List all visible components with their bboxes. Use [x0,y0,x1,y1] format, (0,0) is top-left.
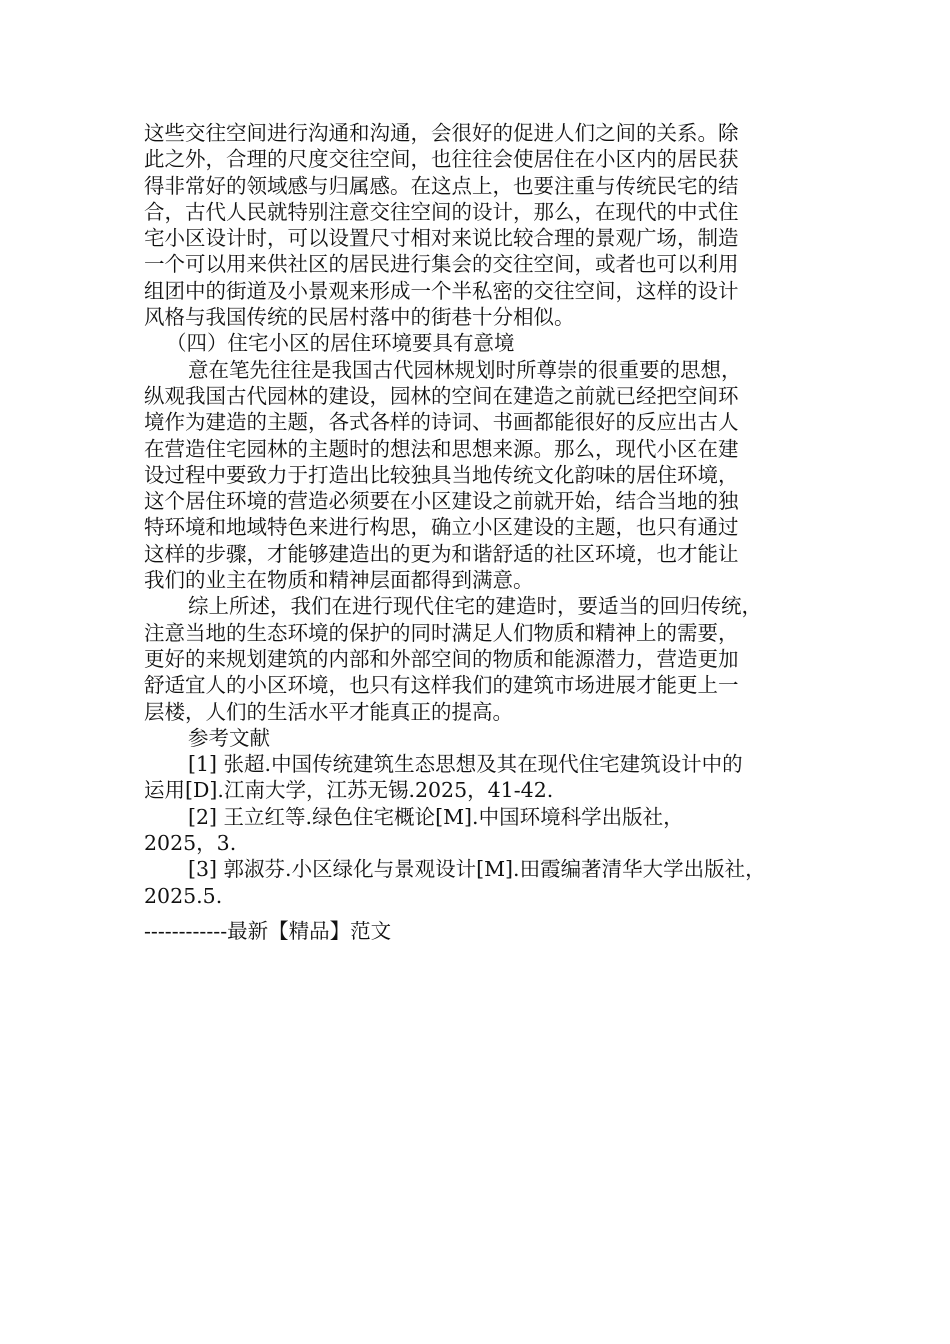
paragraph-summary [144,593,804,724]
reference-item [144,856,804,909]
text-line: 这样的步骤，才能够建造出的更为和谐舒适的社区环境，也才能让 [144,541,739,566]
references-list [144,751,804,909]
section-heading: （四）住宅小区的居住环境要具有意境 [166,331,515,356]
text-line: 在营造住宅园林的主题时的想法和思想来源。那么，现代小区在建 [144,436,739,461]
reference-item [144,751,804,804]
paragraph-continuation [144,120,804,330]
text-line: 更好的来规划建筑的内部和外部空间的物质和能源潜力，营造更加 [144,646,739,671]
reference-item [144,804,804,857]
reference-line: 2025.5. [144,883,223,908]
text-line: 得非常好的领域感与归属感。在这点上，也要注重与传统民宅的结 [144,173,739,198]
text-line: 层楼，人们的生活水平才能真正的提高。 [144,699,513,724]
text-line: 纵观我国古代园林的建设，园林的空间在建造之前就已经把空间环 [144,383,739,408]
text-line: 舒适宜人的小区环境，也只有这样我们的建筑市场进展才能更上一 [144,673,739,698]
text-line: 境作为建造的主题，各式各样的诗词、书画都能很好的反应出古人 [144,410,739,435]
reference-line: [3] 郭淑芬.小区绿化与景观设计[M].田霞编著清华大学出版社， [188,857,766,882]
text-line: 合，古代人民就特别注意交往空间的设计，那么，在现代的中式住 [144,199,739,224]
text-line: 一个可以用来供社区的居民进行集会的交往空间，或者也可以利用 [144,252,739,277]
text-line: 此之外，合理的尺度交往空间，也往往会使居住在小区内的居民获 [144,147,739,172]
text-line: 组团中的街道及小景观来形成一个半私密的交往空间，这样的设计 [144,278,739,303]
text-line: 我们的业主在物质和精神层面都得到满意。 [144,568,534,593]
text-line: 这些交往空间进行沟通和沟通，会很好的促进人们之间的关系。除 [144,121,739,145]
references-heading: 参考文献 [188,725,270,750]
text-line: 风格与我国传统的民居村落中的街巷十分相似。 [144,305,575,330]
text-line: 综上所述，我们在进行现代住宅的建造时，要适当的回归传统， [188,594,762,619]
text-line: 注意当地的生态环境的保护的同时满足人们物质和精神上的需要， [144,620,739,645]
text-line: 特环境和地域特色来进行构思，确立小区建设的主题，也只有通过 [144,515,739,540]
footer-text: ------------最新【精品】范文 [144,919,392,943]
reference-line: [2] 王立红等.绿色住宅概论[M].中国环境科学出版社， [188,804,684,829]
reference-line: [1] 张超.中国传统建筑生态思想及其在现代住宅建筑设计中的 [188,752,743,777]
reference-line: 2025，3. [144,831,237,856]
text-line: 这个居住环境的营造必须要在小区建设之前就开始，结合当地的独 [144,489,739,514]
text-line: 意在笔先往往是我国古代园林规划时所尊崇的很重要的思想， [188,357,742,382]
text-line: 设过程中要致力于打造出比较独具当地传统文化韵味的居住环境， [144,462,739,487]
document-body [144,120,804,909]
text-line: 宅小区设计时，可以设置尺寸相对来说比较合理的景观广场，制造 [144,226,739,251]
paragraph-yijing [144,357,804,594]
reference-line: 运用[D].江南大学，江苏无锡.2025，41-42. [144,778,554,803]
